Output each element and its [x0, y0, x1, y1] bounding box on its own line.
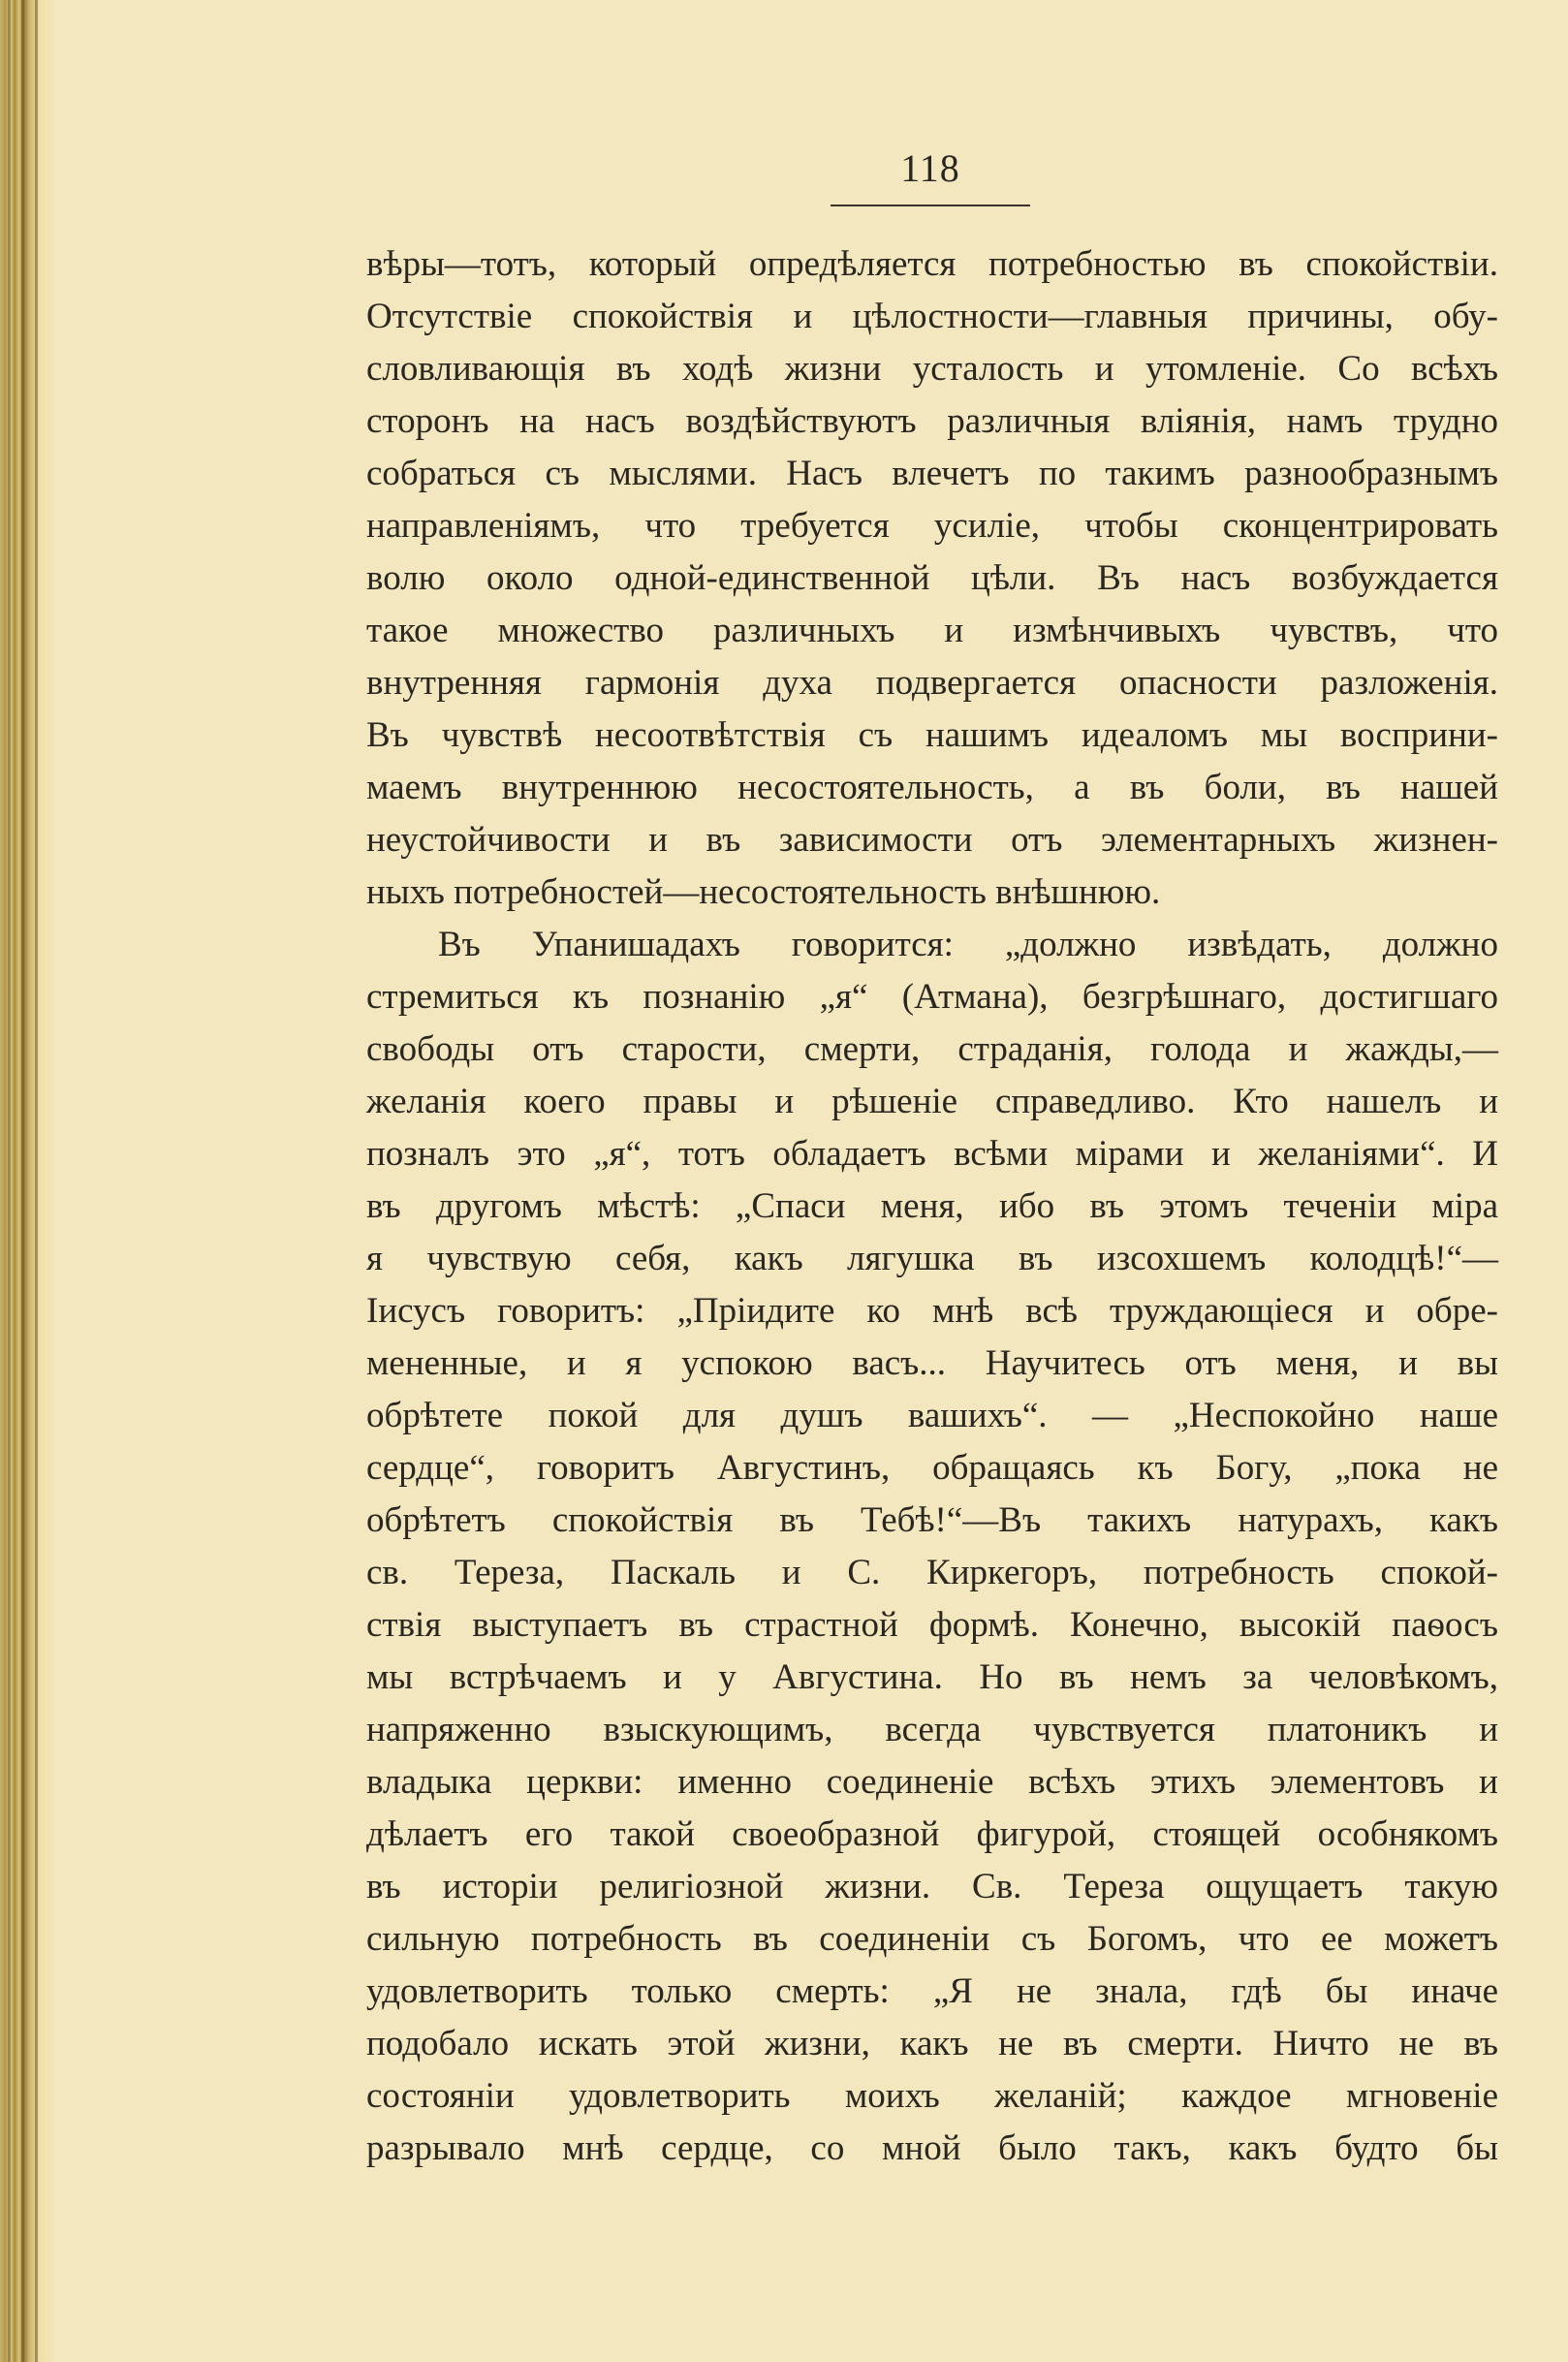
text-line: Іисусъ говоритъ: „Пріидите ко мнѣ всѣ труждающіеся и обре-: [366, 1291, 1498, 1331]
text-line: св. Тереза, Паскаль и С. Киркегоръ, потребность спокой-: [366, 1553, 1498, 1592]
body-text: [366, 238, 1498, 2175]
text-line: неустойчивости и въ зависимости отъ элементарныхъ жизнен-: [366, 820, 1498, 860]
text-line: ныхъ потребностей—несостоятельность внѣшнюю.: [366, 872, 1161, 912]
text-line: волю около одной-единственной цѣли. Въ насъ возбуждается: [366, 558, 1498, 598]
text-line: владыка церкви: именно соединеніе всѣхъ этихъ элементовъ и: [366, 1762, 1498, 1802]
text-line: въ исторіи религіозной жизни. Св. Тереза ощущаетъ такую: [366, 1867, 1498, 1906]
text-line: свободы отъ старости, смерти, страданія, голода и жажды,—: [366, 1029, 1498, 1069]
text-line: вѣры—тотъ, который опредѣляется потребностью въ спокойствіи.: [366, 244, 1498, 284]
text-line: разрывало мнѣ сердце, со мной было такъ, какъ будто бы: [366, 2128, 1498, 2168]
page-header: [831, 145, 1030, 206]
text-line: сердце“, говоритъ Августинъ, обращаясь къ Богу, „пока не: [366, 1448, 1498, 1488]
spine-line: [8, 0, 11, 2362]
header-rule: [831, 205, 1030, 206]
text-line: стремиться къ познанію „я“ (Атмана), безгрѣшнаго, достигшаго: [366, 977, 1498, 1017]
text-line: словливающія въ ходѣ жизни усталость и утомленіе. Со всѣхъ: [366, 349, 1498, 389]
text-line: внутренняя гармонія духа подвергается опасности разложенія.: [366, 663, 1498, 703]
text-line: собраться съ мыслями. Насъ влечетъ по такимъ разнообразнымъ: [366, 454, 1498, 493]
text-line: я чувствую себя, какъ лягушка въ изсохшемъ колодцѣ!“—: [366, 1239, 1498, 1278]
text-line: состояніи удовлетворить моихъ желаній; каждое мгновеніе: [366, 2076, 1498, 2116]
page-number: 118: [900, 146, 960, 190]
text-line: сторонъ на насъ воздѣйствуютъ различныя вліянія, намъ трудно: [366, 401, 1498, 441]
text-line: ствія выступаетъ въ страстной формѣ. Конечно, высокій паѳосъ: [366, 1605, 1498, 1645]
text-line: Въ Упанишадахъ говорится: „должно извѣдать, должно: [438, 925, 1498, 964]
text-line: сильную потребность въ соединеніи съ Богомъ, что ее можетъ: [366, 1919, 1498, 1959]
text-line: направленіямъ, что требуется усиліе, чтобы сконцентрировать: [366, 506, 1498, 546]
text-line: подобало искать этой жизни, какъ не въ смерти. Ничто не въ: [366, 2024, 1498, 2063]
text-line: въ другомъ мѣстѣ: „Спаси меня, ибо въ этомъ теченіи міра: [366, 1186, 1498, 1226]
text-line: обрѣтетъ спокойствія въ Тебѣ!“—Въ такихъ натурахъ, какъ: [366, 1500, 1498, 1540]
text-line: Въ чувствѣ несоотвѣтствія съ нашимъ идеаломъ мы восприни-: [366, 715, 1498, 755]
text-line: дѣлаетъ его такой своеобразной фигурой, стоящей особнякомъ: [366, 1814, 1498, 1854]
text-line: маемъ внутреннюю несостоятельность, а въ боли, въ нашей: [366, 768, 1498, 807]
text-line: обрѣтете покой для душъ вашихъ“. — „Неспокойно наше: [366, 1396, 1498, 1435]
spine-line: [35, 0, 38, 2362]
text-line: такое множество различныхъ и измѣнчивыхъ чувствъ, что: [366, 611, 1498, 650]
spine-line: [21, 0, 24, 2362]
text-line: удовлетворить только смерть: „Я не знала, гдѣ бы иначе: [366, 1971, 1498, 2011]
text-line: напряженно взыскующимъ, всегда чувствуется платоникъ и: [366, 1710, 1498, 1749]
text-line: позналъ это „я“, тотъ обладаетъ всѣми мірами и желаніями“. И: [366, 1134, 1498, 1174]
text-line: мененные, и я успокою васъ... Научитесь отъ меня, и вы: [366, 1343, 1498, 1383]
text-line: мы встрѣчаемъ и у Августина. Но въ немъ за человѣкомъ,: [366, 1657, 1498, 1697]
book-spine-edge: [0, 0, 56, 2362]
text-line: желанія коего правы и рѣшеніе справедливо. Кто нашелъ и: [366, 1082, 1498, 1121]
text-line: Отсутствіе спокойствія и цѣлостности—главныя причины, обу-: [366, 297, 1498, 336]
